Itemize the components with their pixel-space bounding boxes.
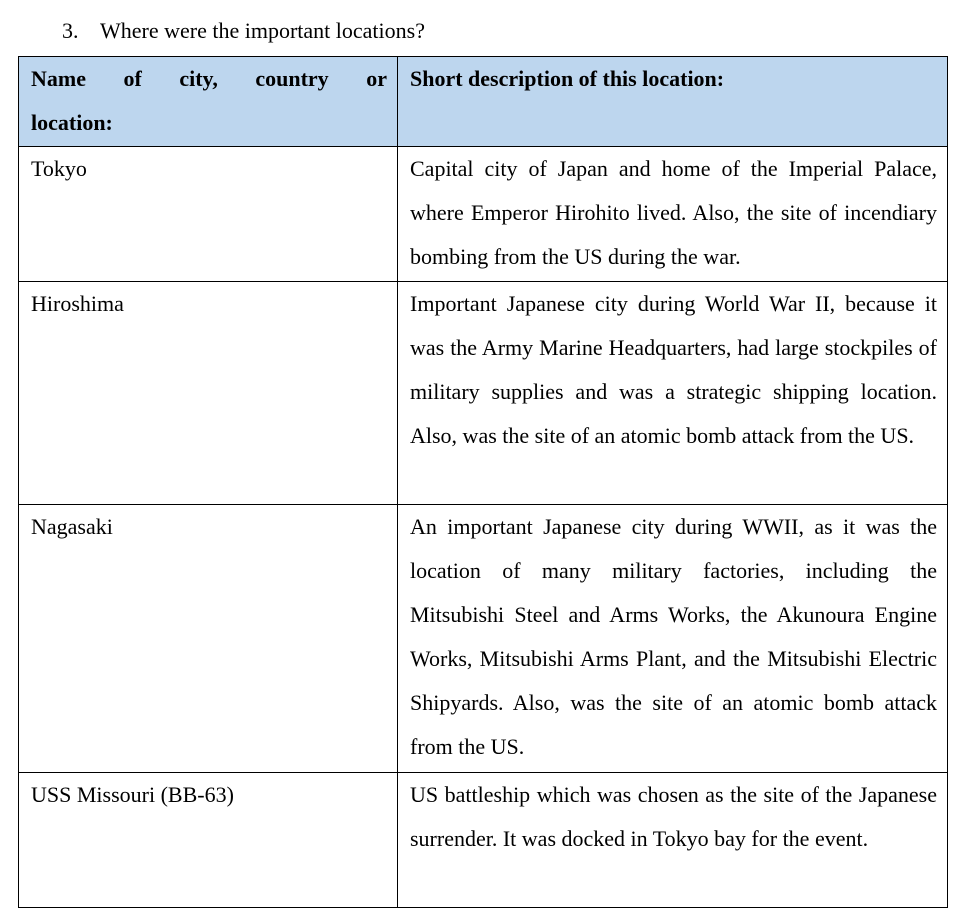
location-name: Nagasaki [19, 505, 398, 773]
table-row [19, 773, 948, 908]
header-description-column: Short description of this location: [398, 57, 948, 147]
location-name: Hiroshima [19, 282, 398, 505]
location-name: Tokyo [19, 147, 398, 282]
question-number: 3. [62, 18, 79, 43]
header-word: or [366, 66, 387, 91]
header-name-line2: location: [31, 110, 113, 135]
header-name-line1 [31, 57, 387, 101]
location-description: Important Japanese city during World War II, because it was the Army Marine Headquarters, had large stockpiles of military supplies and was a strategic shipping location. Also, was the site of an atomic bomb attack from the US. [398, 282, 948, 505]
table-row [19, 505, 948, 773]
header-word: of [123, 66, 142, 91]
question-heading [62, 16, 425, 46]
location-description: US battleship which was chosen as the site of the Japanese surrender. It was docked in Tokyo bay for the event. [398, 773, 948, 908]
location-name: USS Missouri (BB-63) [19, 773, 398, 908]
table-header-row [19, 57, 948, 147]
table-row [19, 147, 948, 282]
header-name-column [19, 57, 398, 147]
header-word: Name [31, 66, 86, 91]
location-description: An important Japanese city during WWII, as it was the location of many military factories, including the Mitsubishi Steel and Arms Works, the Akunoura Engine Works, Mitsubishi Arms Plant, and the Mitsubishi Electric Shipyards. Also, was the site of an atomic bomb attack from the US. [398, 505, 948, 773]
locations-table [18, 56, 948, 908]
question-text: Where were the important locations? [100, 18, 425, 43]
location-description: Capital city of Japan and home of the Imperial Palace, where Emperor Hirohito lived. Also, the site of incendiary bombing from the US during the war. [398, 147, 948, 282]
header-word: city, [179, 66, 218, 91]
header-word: country [255, 66, 329, 91]
table-row [19, 282, 948, 505]
